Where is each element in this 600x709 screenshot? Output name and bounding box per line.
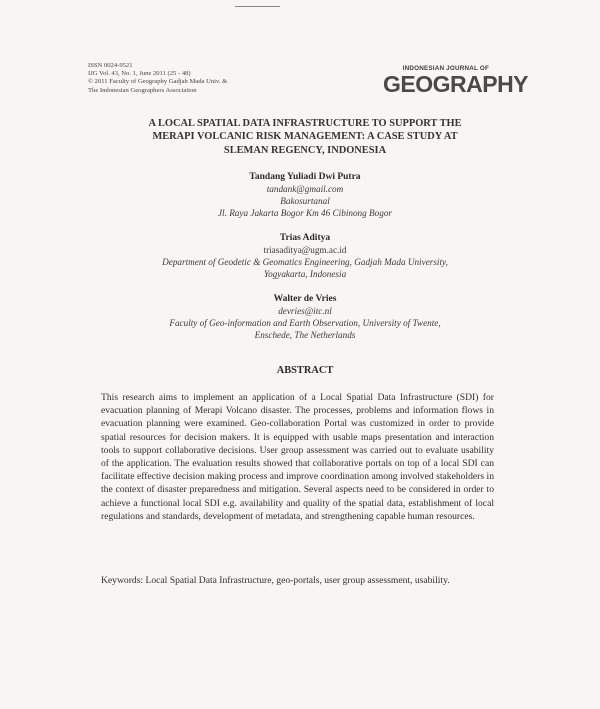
copyright-line-2: The Indonesian Geographers Association [88,86,197,94]
author-affiliation: Faculty of Geo-information and Earth Observation, University of Twente, [169,318,441,328]
keywords: Keywords: Local Spatial Data Infrastructure, geo-portals, user group assessment, usability. [101,575,450,586]
issn: ISSN 0024-9521 [88,62,133,69]
author-address: Yogyakarta, Indonesia [263,269,347,279]
abstract-text: This research aims to implement an application of a Local Spatial Data Infrastructure (SDI) for evacuation planning of Merapi Volcano disaster. The processes, problems and information flows in evacuation planning were examined. Geo-collaboration Portal was customized in order to provide spatial resources for decision makers. It is equipped with usable maps presentation and interaction tools to support collaborative decisions. User group assessment was carried out to evaluate usability of the application. The evaluation results showed that collaborative portals on top of a local SDI can facilitate effective decision making process and improve coordination among involved stakeholders in the context of disaster preparedness and mitigation. Several aspects need to be considered in order to achieve a functional local SDI e.g. availability and quality of the spatial data, establishment of local regulations and standards, development of metadata, and strengthening capable human resources. [101,392,494,522]
author-affiliation: Bakosurtanal [280,196,330,206]
author-affiliation: Department of Geodetic & Geomatics Engineering, Gadjah Mada University, [162,257,448,267]
abstract-heading: ABSTRACT [276,365,334,376]
top-rule [235,6,280,7]
copyright-line-1: © 2011 Faculty of Geography Gadjah Mada Univ. & [88,78,228,86]
author-email[interactable]: triasaditya@ugm.ac.id [263,245,347,255]
title-line-1: A LOCAL SPATIAL DATA INFRASTRUCTURE TO SUPPORT THE [148,118,462,129]
author-email[interactable]: devries@itc.nl [278,306,332,316]
logo-subtitle: INDONESIAN JOURNAL OF [402,65,489,72]
logo-wordmark: GEOGRAPHY [383,71,529,97]
author-block-1 [100,171,510,219]
paper-title [105,117,505,157]
title-line-2: MERAPI VOLCANIC RISK MANAGEMENT: A CASE STUDY AT [152,131,458,143]
author-name: Walter de Vries [273,294,337,304]
author-block-3 [100,293,510,341]
author-name: Tandang Yuliadi Dwi Putra [249,172,361,182]
author-name: Trias Aditya [279,233,331,243]
author-address: Jl. Raya Jakarta Bogor Km 46 Cibinong Bogor [217,208,393,218]
author-block-2 [100,232,510,280]
author-email[interactable]: tandank@gmail.com [266,184,344,194]
volume-info: IJG Vol. 43, No. 1, June 2011 (25 - 48) [88,70,191,78]
journal-logo [383,65,529,97]
publication-info [88,62,227,95]
title-line-3: SLEMAN REGENCY, INDONESIA [223,144,387,156]
author-address: Enschede, The Netherlands [254,330,356,340]
